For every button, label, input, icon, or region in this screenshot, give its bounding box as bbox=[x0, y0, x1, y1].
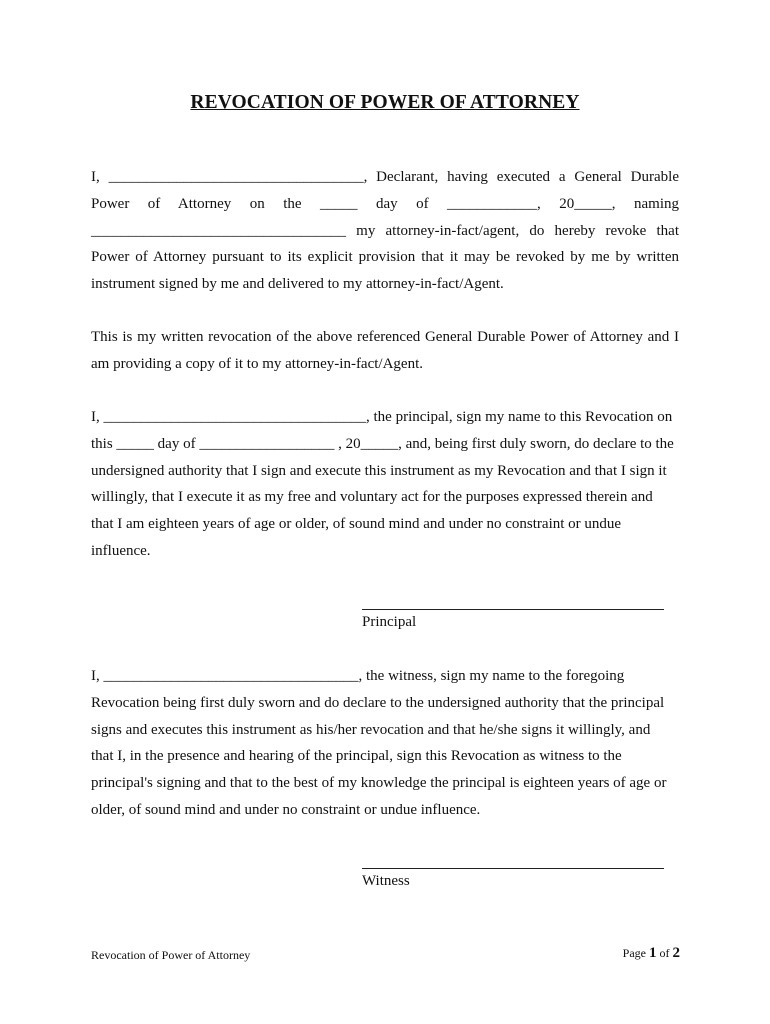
text-line: that I am eighteen years of age or older, of sound mind and under no constraint or undue bbox=[91, 516, 622, 533]
text-line: Power of Attorney pursuant to its explicit provision that it may be revoked by me by written bbox=[91, 249, 679, 266]
text-line: I, __________________________________, Declarant, having executed a General Durable bbox=[91, 169, 679, 185]
total-pages-number: 2 bbox=[672, 945, 680, 961]
text-line: I, ___________________________________, the principal, sign my name to this Revocation on bbox=[91, 409, 673, 425]
text-line: willingly, that I execute it as my free and voluntary act for the purposes expressed therein and bbox=[91, 489, 653, 506]
text-line: I, __________________________________, the witness, sign my name to the foregoing bbox=[91, 668, 625, 684]
text-line: am providing a copy of it to my attorney-in-fact/Agent. bbox=[91, 355, 423, 372]
text-line: undersigned authority that I sign and execute this instrument as my Revocation and that I sign it bbox=[91, 462, 667, 479]
text-line: signs and executes this instrument as his/her revocation and that he/she signs it willingly, and bbox=[91, 721, 651, 738]
text-line: that I, in the presence and hearing of the principal, sign this Revocation as witness to the bbox=[91, 748, 622, 765]
witness-signature-line[interactable] bbox=[362, 868, 664, 869]
text-line: instrument signed by me and delivered to my attorney-in-fact/Agent. bbox=[91, 276, 504, 293]
text-line: Power of Attorney on the _____ day of ____________, 20_____, naming bbox=[91, 195, 679, 212]
witness-affidavit-paragraph bbox=[91, 663, 679, 824]
text-line: principal's signing and that to the best of my knowledge the principal is eighteen years of age or bbox=[91, 775, 667, 792]
principal-affidavit-paragraph bbox=[91, 404, 679, 565]
of-word: of bbox=[659, 946, 670, 960]
declaration-paragraph bbox=[91, 164, 679, 298]
footer-page-indicator bbox=[623, 945, 680, 962]
text-line: influence. bbox=[91, 542, 151, 559]
text-line: This is my written revocation of the above referenced General Durable Power of Attorney and I bbox=[91, 329, 679, 345]
principal-label: Principal bbox=[362, 614, 417, 630]
witness-label: Witness bbox=[362, 873, 410, 889]
current-page-number: 1 bbox=[649, 945, 657, 961]
principal-signature-line[interactable] bbox=[362, 609, 664, 610]
text-line: older, of sound mind and under no constraint or undue influence. bbox=[91, 801, 481, 818]
text-line: __________________________________ my attorney-in-fact/agent, do hereby revoke that bbox=[91, 222, 679, 239]
text-line: Revocation being first duly sworn and do declare to the undersigned authority that the principal bbox=[91, 694, 665, 711]
footer-document-name: Revocation of Power of Attorney bbox=[91, 948, 251, 962]
document-title: REVOCATION OF POWER OF ATTORNEY bbox=[190, 92, 580, 113]
revocation-paragraph bbox=[91, 324, 679, 378]
text-line: this _____ day of __________________ , 20_____, and, being first duly sworn, do declare to the bbox=[91, 435, 674, 452]
page-word: Page bbox=[622, 946, 646, 960]
